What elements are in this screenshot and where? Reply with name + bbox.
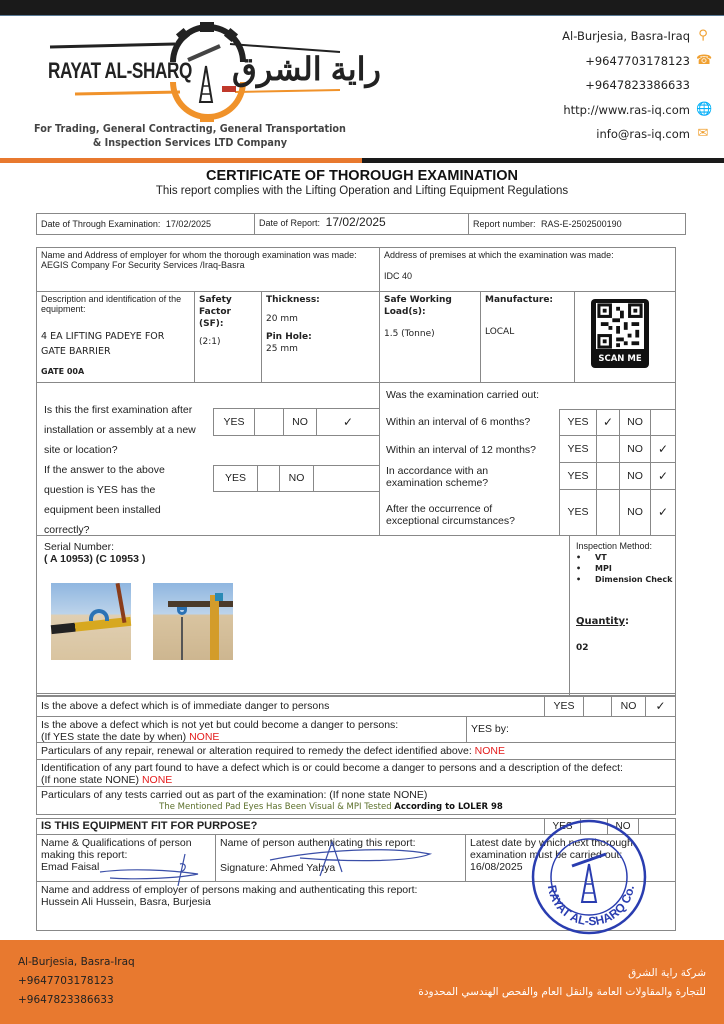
tests-standard: According to LOLER 98 — [394, 802, 503, 812]
fit-no-label: NO — [607, 818, 639, 835]
first-exam-yes-checkbox[interactable] — [254, 408, 284, 436]
maker-signature — [80, 842, 210, 892]
footer-ar-line-2: للتجارة والمقاولات العامة والنقل العام والفحص الهندسي المحدودة — [418, 986, 706, 998]
dimensions-cell — [261, 291, 380, 383]
stamp-text: RAYAT AL-SHARQ Co. — [544, 883, 637, 929]
yes-by-cell — [466, 716, 676, 743]
contact-website — [562, 98, 713, 123]
employer-value: AEGIS Company For Security Services /Iraq-Basra — [41, 260, 245, 270]
contact-phone-2 — [562, 73, 710, 98]
defect-part-value: NONE — [141, 774, 173, 786]
photo-1-padeye — [89, 609, 109, 621]
contact-info — [562, 24, 713, 147]
contact-email — [562, 122, 710, 147]
next-exam-label: Latest date by which next thorough examination must be carried out: — [470, 837, 633, 861]
inspection-method-item: • VT — [576, 553, 607, 562]
mail-icon: ✉ — [697, 126, 709, 142]
interval-6-question: Within an interval of 6 months? — [386, 416, 531, 428]
scheme-yes-label: YES — [559, 462, 597, 490]
globe-icon: 🌐 — [696, 101, 713, 117]
scan-me-label: SCAN ME — [598, 354, 642, 364]
phone-2-text[interactable]: +9647823386633 — [585, 78, 690, 93]
interval-12-no-checkbox[interactable]: ✓ — [650, 435, 676, 463]
photo-2-padeye — [177, 607, 187, 615]
swl-value: 1.5 (Tonne) — [384, 329, 435, 339]
defect-part-cell — [36, 759, 676, 787]
safety-factor-label: Safety Factor (SF): — [199, 295, 232, 329]
interval-6-no-label: NO — [619, 409, 651, 436]
footer — [0, 940, 724, 1024]
manufacture-value: LOCAL — [485, 327, 515, 337]
description-id: GATE 00A — [41, 367, 85, 376]
photo-1-pole — [116, 583, 127, 623]
authenticator-signature — [260, 838, 440, 883]
exceptional-no-checkbox[interactable]: ✓ — [650, 489, 676, 536]
report-date-label: Date of Report: — [259, 218, 321, 228]
installed-yes-label: YES — [213, 465, 258, 492]
premises-cell — [379, 247, 676, 292]
divider-dark — [362, 158, 724, 163]
report-number-label: Report number: — [473, 219, 536, 229]
pin-hole-label: Pin Hole: — [266, 332, 312, 342]
exam-date-label: Date of Through Examination: — [41, 219, 161, 229]
employer-cell — [36, 247, 380, 292]
interval-6-yes-checkbox[interactable]: ✓ — [596, 409, 620, 436]
footer-phone-1[interactable]: +9647703178123 — [18, 975, 114, 987]
employer-of-persons-value: Hussein Ali Hussein, Basra, Burjesia — [41, 896, 211, 908]
maker-value: Emad Faisal — [41, 861, 100, 873]
thickness-value: 20 mm — [266, 314, 298, 324]
future-danger-note: (If YES state the date by when) — [41, 731, 187, 743]
footer-contacts — [18, 953, 135, 1010]
equipment-photo-1[interactable] — [51, 583, 131, 660]
description-label: Description and identification of the equipment: — [41, 294, 182, 314]
first-exam-question: Is this the first examination after installation or assembly at a new site or location? — [44, 404, 196, 456]
serial-label: Serial Number: — [44, 541, 115, 553]
installed-yes-checkbox[interactable] — [257, 465, 280, 492]
exceptional-yes-label: YES — [559, 489, 597, 536]
email-link[interactable]: info@ras-iq.com — [596, 127, 690, 142]
quantity-heading: Quantity: — [576, 616, 629, 627]
top-bar — [0, 0, 724, 16]
contact-address — [562, 24, 710, 49]
defect-part-label: Identification of any part found to have a defect which is or could become a danger to persons and a description of the defect: — [41, 762, 623, 774]
tests-result — [0, 801, 671, 813]
phone-icon: ☎ — [696, 52, 713, 68]
defect-part-note: (If none state NONE) — [41, 774, 140, 786]
fit-for-purpose-question: IS THIS EQUIPMENT FIT FOR PURPOSE? — [36, 818, 545, 835]
footer-address: Al-Burjesia, Basra-Iraq — [18, 956, 135, 968]
report-number-cell — [468, 213, 686, 235]
website-link[interactable]: http://www.ras-iq.com — [563, 102, 690, 117]
tests-cell — [36, 786, 676, 815]
interval-12-no-label: NO — [619, 435, 651, 463]
repair-cell — [36, 742, 676, 760]
thickness-label: Thickness: — [266, 295, 320, 305]
installed-no-label: NO — [279, 465, 314, 492]
footer-phone-2[interactable]: +9647823386633 — [18, 994, 114, 1006]
exceptional-no-label: NO — [619, 489, 651, 536]
divider-orange — [0, 158, 362, 163]
spacer-icon — [696, 78, 710, 92]
manufacture-label: Manufacture: — [485, 295, 554, 305]
future-danger-question: Is the above a defect which is not yet but could become a danger to persons: — [41, 719, 399, 731]
inspection-method-label: Inspection Method: — [576, 541, 653, 551]
tests-label: Particulars of any tests carried out as part of the examination: (If none state NONE) — [41, 789, 428, 801]
report-date-value: 17/02/2025 — [325, 215, 386, 229]
company-stamp — [530, 818, 648, 936]
inspection-method-item: • Dimension Check — [576, 575, 673, 584]
interval-12-yes-label: YES — [559, 435, 597, 463]
inspection-method-list — [576, 552, 672, 585]
swl-cell — [379, 291, 481, 383]
certificate-subtitle: This report complies with the Lifting Operation and Lifting Equipment Regulations — [155, 185, 569, 197]
description-value: 4 EA LIFTING PADEYE FOR GATE BARRIER — [41, 331, 165, 357]
photo-2-tag — [215, 593, 223, 601]
authenticator-value: Signature: Ahmed Yahya — [220, 862, 336, 874]
scheme-question: In accordance with an examination scheme? — [386, 465, 489, 489]
company-tagline — [34, 122, 347, 150]
qr-code[interactable] — [591, 299, 649, 368]
interval-6-yes-label: YES — [559, 409, 597, 436]
first-exam-no-label: NO — [283, 408, 317, 436]
fit-yes-label: YES — [544, 818, 581, 835]
premises-label: Address of premises at which the examination was made: — [384, 250, 614, 260]
logo-text-en: RAYAT AL-SHARQ — [48, 58, 192, 83]
footer-arabic — [418, 964, 706, 1002]
exceptional-question: After the occurrence of exceptional circumstances? — [386, 503, 515, 527]
installed-no-checkbox[interactable] — [313, 465, 380, 492]
exam-date-cell — [36, 213, 255, 235]
report-number-value: RAS-E-2502500190 — [541, 219, 622, 229]
future-danger-value: NONE — [189, 731, 220, 743]
interval-12-question: Within an interval of 12 months? — [386, 444, 536, 456]
serial-value: ( A 10953) (C 10953 ) — [44, 553, 146, 565]
yes-by-label: YES by: — [471, 723, 509, 735]
exceptional-yes-checkbox[interactable] — [596, 489, 620, 536]
tagline-line-2: & Inspection Services LTD Company — [92, 137, 288, 149]
carried-out-label: Was the examination carried out: — [386, 389, 540, 401]
certificate-title: CERTIFICATE OF THOROUGH EXAMINATION — [205, 168, 518, 184]
immediate-danger-yes-label: YES — [544, 696, 584, 717]
equipment-photo-2[interactable] — [153, 583, 233, 660]
repair-value: NONE — [474, 745, 506, 757]
repair-label: Particulars of any repair, renewal or alteration required to remedy the defect identified above: — [41, 745, 472, 757]
photo-2-cable — [181, 617, 183, 660]
scheme-no-label: NO — [619, 462, 651, 490]
first-exam-yes-label: YES — [213, 408, 255, 436]
first-exam-no-checkbox[interactable]: ✓ — [316, 408, 380, 436]
scheme-no-checkbox[interactable]: ✓ — [650, 462, 676, 490]
employer-of-persons-label: Name and address of employer of persons making and authenticating this report: — [41, 884, 418, 896]
address-text: Al-Burjesia, Basra-Iraq — [562, 29, 690, 44]
tests-value: The Mentioned Pad Eyes Has Been Visual & MPI Tested — [159, 802, 392, 812]
safety-factor-value: (2:1) — [199, 337, 221, 347]
premises-value: IDC 40 — [384, 271, 413, 281]
logo-text-ar: راية الشرق — [232, 51, 381, 87]
photo-2-post — [210, 595, 219, 660]
immediate-danger-yes-checkbox[interactable] — [583, 696, 612, 717]
installed-question: If the answer to the above question is YES has the equipment been installed correctly? — [44, 464, 165, 536]
qr-cell — [574, 291, 676, 383]
exam-date-value: 17/02/2025 — [165, 219, 211, 229]
contact-phone-1 — [562, 49, 713, 74]
swl-label: Safe Working Load(s): — [384, 295, 452, 317]
interval-6-no-checkbox[interactable] — [650, 409, 676, 436]
report-date-cell — [254, 213, 469, 235]
quantity-label: Quantity — [576, 616, 625, 627]
qr-code-pattern — [596, 303, 644, 349]
maker-label: Name & Qualifications of person making this report: — [41, 837, 192, 861]
inspection-method-item: • MPI — [576, 564, 612, 573]
manufacture-cell — [480, 291, 575, 383]
tagline-line-1: For Trading, General Contracting, General Transportation — [34, 123, 346, 135]
employer-label: Name and Address of employer for whom the thorough examination was made: — [41, 250, 357, 260]
authenticator-label: Name of person authenticating this report: — [220, 837, 416, 849]
location-pin-icon: ⚲ — [698, 28, 708, 44]
description-cell — [36, 291, 195, 383]
safety-factor-cell — [194, 291, 262, 383]
scheme-yes-checkbox[interactable] — [596, 462, 620, 490]
immediate-danger-question: Is the above a defect which is of immediate danger to persons — [36, 696, 545, 717]
pin-hole-value: 25 mm — [266, 344, 298, 354]
next-exam-value: 16/08/2025 — [470, 861, 523, 873]
quantity-value: 02 — [576, 643, 589, 653]
immediate-danger-no-checkbox[interactable]: ✓ — [645, 696, 676, 717]
serial-block — [44, 541, 145, 565]
interval-12-yes-checkbox[interactable] — [596, 435, 620, 463]
immediate-danger-no-label: NO — [611, 696, 646, 717]
phone-1-text[interactable]: +9647703178123 — [585, 53, 690, 68]
future-danger-cell — [36, 716, 467, 743]
footer-ar-line-1: شركة راية الشرق — [628, 967, 706, 979]
